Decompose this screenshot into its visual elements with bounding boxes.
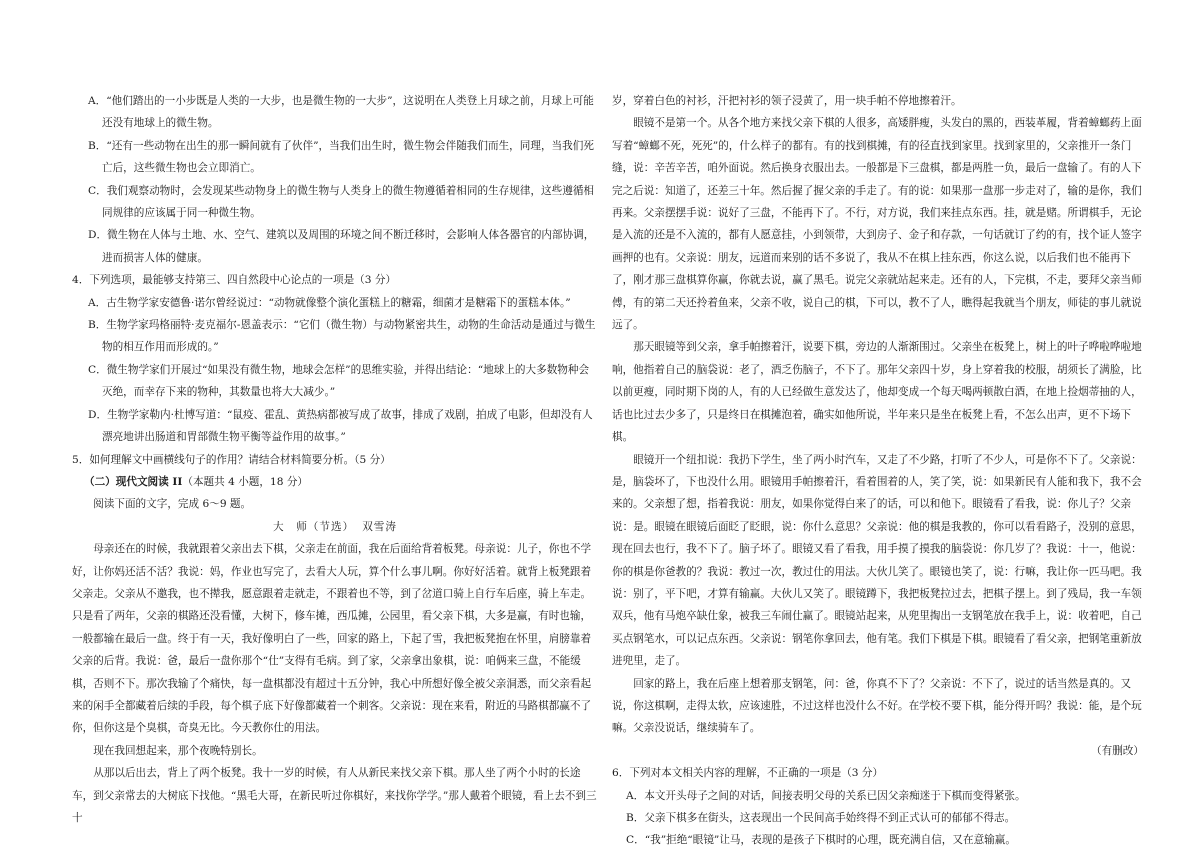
section-heading-note: （本题共 4 小题，18 分） xyxy=(182,475,309,488)
q6-option-b: B．父亲下棋多在街头，这表现出一个民间高手始终得不到正式认可的郁郁不得志。 xyxy=(626,812,1016,824)
paragraph: 从那以后出去，背上了两个板凳。我十一岁的时候，有人从新民来找父亲下棋。那人坐了两个小时的长途车，到父亲常去的大树底下找他。“黑毛大哥，在新民听过你棋好，来找你学学。”那人戴着个眼镜，看上去不到三十 xyxy=(72,767,597,824)
paragraph: 那天眼镜等到父亲，拿手帕擦着汗，说要下棋，旁边的人渐渐围过。父亲坐在板凳上，树上的叶子哗啦哗啦地响，他指着自己的脑袋说：老了，酒乏伤脑子，不下了。那年父亲四十岁，身上穿着我的校服，胡须长了满脸，比以前更瘦，同时期下岗的人，有的人已经做生意发达了，他却变成一个每天喝两顿散白酒，在地上捡烟蒂抽的人，话也比过去少多了，只是终日在棋摊泡着，确实如他所说，半年来只是坐在板凳上看，不怎么出声，更不下场下棋。 xyxy=(612,341,1142,444)
piece-title xyxy=(72,516,598,538)
right-column xyxy=(612,90,1152,852)
piece-title-text: 大 师（节选） xyxy=(273,520,355,533)
paragraph: 回家的路上，我在后座上想着那支钢笔，问：爸，你真不下了？父亲说：不下了，说过的话当然是真的。又说，你这棋啊，走得太软，应该速胜，不过这样也没什么不好。在学校不要下棋，能分得开吗？我说：能，是个玩嘛。父亲没说话，继续骑车了。 xyxy=(612,677,1142,735)
q4-option-a: A．古生物学家安德鲁·诺尔曾经说过：“动物就像整个演化蛋糕上的糖霜，细菌才是糖霜下的蛋糕本体。” xyxy=(88,296,571,309)
paragraph: 眼镜不是第一个。从各个地方来找父亲下棋的人很多，高矮胖瘦，头发白的黑的，西装革履，背着蟑螂药上面写着“蟑螂不死，死死”的，什么样子的都有。有的找到棋摊，有的径直找到家里。找到家里的，父亲推开一条门缝，说：辛苦辛苦，咱外面说。然后换身衣服出去。一般都是下三盘棋，都是两胜一负，最后一盘输了。有的人下完之后说：知道了，还差三十年。然后握了握父亲的手走了。有的说：如果那一盘那一步走对了，输的是你，我们再来。父亲摆摆手说：说好了三盘，不能再下了。不行，对方说，我们来挂点东西。挂，就是赌。所谓棋手，无论是入流的还是不入流的，都有人愿意挂，小到领带，大到房子、金子和存款，一句话就订了约的有，找个证人签字画押的也有。父亲说：朋友，远道而来别的话不多说了，我从不在棋上挂东西，你这么说，以后我们也不能再下了，刚才那三盘棋算你赢，你就去说，赢了黑毛。说完父亲就站起来走。还有的人，下完棋，不走，要拜父亲当师傅，有的第二天还拎着鱼来，父亲不收，说自己的棋，下可以，教不了人，瞧得起我就当个朋友，师徒的事儿就说远了。 xyxy=(612,117,1142,332)
paragraph: 现在我回想起来，那个夜晚特别长。 xyxy=(93,744,263,757)
section-heading-bold: （二）现代文阅读 II xyxy=(84,475,183,488)
q4-option-c: C．微生物学家们开展过“如果没有微生物，地球会怎样”的思维实验，并得出结论：“地球上的大多数物种会灭绝，而幸存下来的物种，其数量也将大大减少。” xyxy=(88,363,590,399)
reading-instruction: 阅读下面的文字，完成 6～9 题。 xyxy=(93,498,252,511)
piece-author: 双雪涛 xyxy=(362,520,397,533)
paragraph: 母亲还在的时候，我就跟着父亲出去下棋，父亲走在前面，我在后面给背着板凳。母亲说：儿子，你也不学好，让你妈还活不活？我说：妈，作业也写完了，去看大人玩，算个什么事儿啊。你好好活着。就背上板凳跟着父亲走。父亲从不邀我，也不撵我，愿意跟着走就走，不跟着也不等，到了岔道口骑上自行车后座，骑上车走。只是看了两年，父亲的棋路还没看懂，大树下，修车摊，西瓜摊，公园里，看父亲下棋，大多是赢，有时也输，一般都输在最后一盘。终于有一天，我好像明白了一些，回家的路上，下起了雪，我把板凳抱在怀里，肩膀靠着父亲的后背。我说：爸，最后一盘你那个“仕”支得有毛病。到了家，父亲拿出象棋，说：咱俩来三盘，不能缓棋，否则不下。那次我输了个痛快，每一盘棋都没有超过十五分钟，我心中所想好像全被父亲洞悉，而父亲看起来的闲手全都藏着后续的手段，每个棋子底下好像都藏着一个刺客。父亲说：现在来看，附近的马路棋都赢不了你，但你这是个臭棋，奇臭无比。今天教你仕的用法。 xyxy=(72,543,592,735)
q3-option-b: B．“还有一些动物在出生的那一瞬间就有了伙伴”，当我们出生时，微生物会伴随我们而生，同理，当我们死亡后，这些微生物也会立即消亡。 xyxy=(88,139,594,175)
edit-note: （有删改） xyxy=(1091,744,1144,757)
paragraph: 岁，穿着白色的衬衫，汗把衬衫的领子浸黄了，用一块手帕不停地擦着汗。 xyxy=(612,95,962,107)
q6-option-c: C．“我”拒绝“眼镜”让马，表现的是孩子下棋时的心理，既充满自信，又在意输赢。 xyxy=(626,834,1016,847)
q4-option-d: D．生物学家勒内·杜博写道：“鼠疫、霍乱、黄热病都被写成了故事，排成了戏剧，拍成了电影，但却没有人漂亮地讲出肠道和胃部微生物平衡等益作用的故事。” xyxy=(88,408,593,444)
q6-stem: 6．下列对本文相关内容的理解，不正确的一项是（3 分） xyxy=(612,767,884,780)
q3-option-a: A．“他们踏出的一小步既是人类的一大步，也是微生物的一大步”，这说明在人类登上月球之前，月球上可能还没有地球上的微生物。 xyxy=(88,95,594,130)
q3-option-c: C．我们观察动物时，会发现某些动物身上的微生物与人类身上的微生物遵循着相同的生存规律，这些遵循相同规律的应该属于同一种微生物。 xyxy=(88,184,595,220)
q4-stem: 4．下列选项，最能够支持第三、四自然段中心论点的一项是（3 分） xyxy=(72,274,397,287)
q3-option-d: D．微生物在人体与土地、水、空气、建筑以及周围的环境之间不断迁移时，会影响人体各器官的内部协调，进而损害人体的健康。 xyxy=(88,229,595,264)
section-heading xyxy=(72,471,598,493)
q4-option-b: B．生物学家玛格丽特·麦克福尔-恩盖表示：“它们（微生物）与动物紧密共生，动物的生命活动是通过与微生物的相互作用而形成的。” xyxy=(88,319,596,354)
q5-stem: 5．如何理解文中画横线句子的作用？请结合材料简要分析。（5 分） xyxy=(72,453,391,466)
left-column xyxy=(72,90,598,829)
paragraph: 眼镜开一个纽扣说：我扔下学生，坐了两小时汽车，又走了不少路，打听了不少人，可是你不下了。父亲说：是，脑袋坏了，下也没什么用。眼镜用手帕擦着汗，看着围着的人，笑了笑，说：如果新民有人能和我下，我不会来的。父亲想了想，指着我说：朋友，如果你觉得白来了的话，可以和他下。眼镜看了看我，说：你儿子？父亲说：是。眼镜在眼镜后面眨了眨眼，说：你什么意思？父亲说：他的棋是我教的，你可以看看路子，没别的意思，现在回去也行，我不下了。脑子坏了。眼镜又看了看我，用手摸了摸我的脑袋说：你几岁了？我说：十一，他说：你的棋是你爸教的？我说：教过一次，教过仕的用法。大伙儿笑了。眼镜也笑了，说：行嘛，我让你一匹马吧。我说：别了，平下吧，才算有输赢。大伙儿又笑了。眼镜蹲下，我把板凳拉过去，把棋子摆上。到了残局，我一车领双兵，他有马炮卒缺仕象，被我三车闹仕赢了。眼镜站起来，从兜里掏出一支钢笔放在我手上，说：收着吧，自己买点钢笔水，可以记点东西。父亲说：钢笔你拿回去，他有笔。我们下棋是下棋。眼镜看了看父亲，把钢笔重新放进兜里，走了。 xyxy=(612,453,1142,668)
q6-option-a: A．本文开头母子之间的对话，间接表明父母的关系已因父亲痴迷于下棋而变得紧张。 xyxy=(626,789,1026,802)
